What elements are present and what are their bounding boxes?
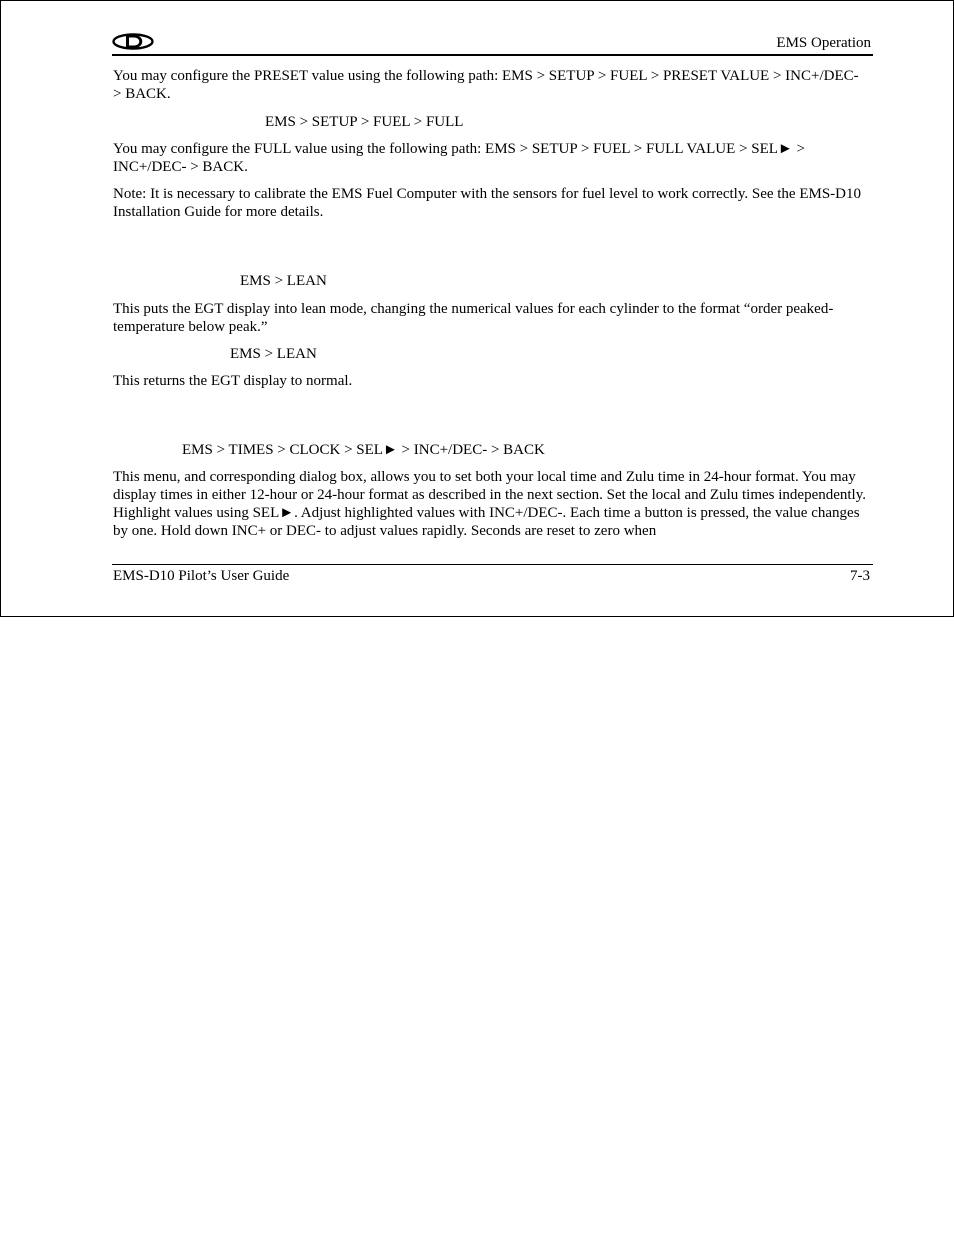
menu-path-lean-2: EMS > LEAN	[230, 346, 317, 362]
page-header	[112, 31, 873, 56]
footer-page-number: 7-3	[850, 568, 870, 584]
page-footer	[112, 564, 873, 589]
header-title: EMS Operation	[776, 35, 871, 51]
paragraph-clock: This menu, and corresponding dialog box, allows you to set both your local time and Zulu time in 24-hour format. You may display times in either 12-hour or 24-hour format as described in the next section. Set the local and Zulu times independently. Highlight values using SEL►. Adjust highlighted values with INC+/DEC-. Each time a button is pressed, the value changes by one. Hold down INC+ or DEC- to adjust values rapidly. Seconds are reset to zero when	[113, 469, 867, 539]
menu-path-full: EMS > SETUP > FUEL > FULL	[265, 114, 464, 130]
note-paragraph: Note: It is necessary to calibrate the EMS Fuel Computer with the sensors for fuel level to work correctly. See the EMS-D10 Installation Guide for more details.	[113, 186, 862, 220]
menu-path-clock: EMS > TIMES > CLOCK > SEL► > INC+/DEC- > BACK	[182, 442, 545, 458]
document-page	[0, 0, 954, 617]
footer-guide-title: EMS-D10 Pilot’s User Guide	[113, 568, 290, 584]
paragraph-preset: You may configure the PRESET value using the following path: EMS > SETUP > FUEL > PRESET VALUE > INC+/DEC- > BACK.	[113, 68, 859, 102]
menu-path-lean-1: EMS > LEAN	[240, 273, 327, 289]
dynon-logo-icon	[112, 33, 154, 50]
paragraph-lean-mode: This puts the EGT display into lean mode, changing the numerical values for each cylinder to the format “order peaked-temperature below peak.”	[113, 301, 834, 335]
paragraph-normal: This returns the EGT display to normal.	[113, 373, 353, 389]
paragraph-full: You may configure the FULL value using the following path: EMS > SETUP > FUEL > FULL VALUE > SEL► > INC+/DEC- > BACK.	[113, 141, 805, 175]
